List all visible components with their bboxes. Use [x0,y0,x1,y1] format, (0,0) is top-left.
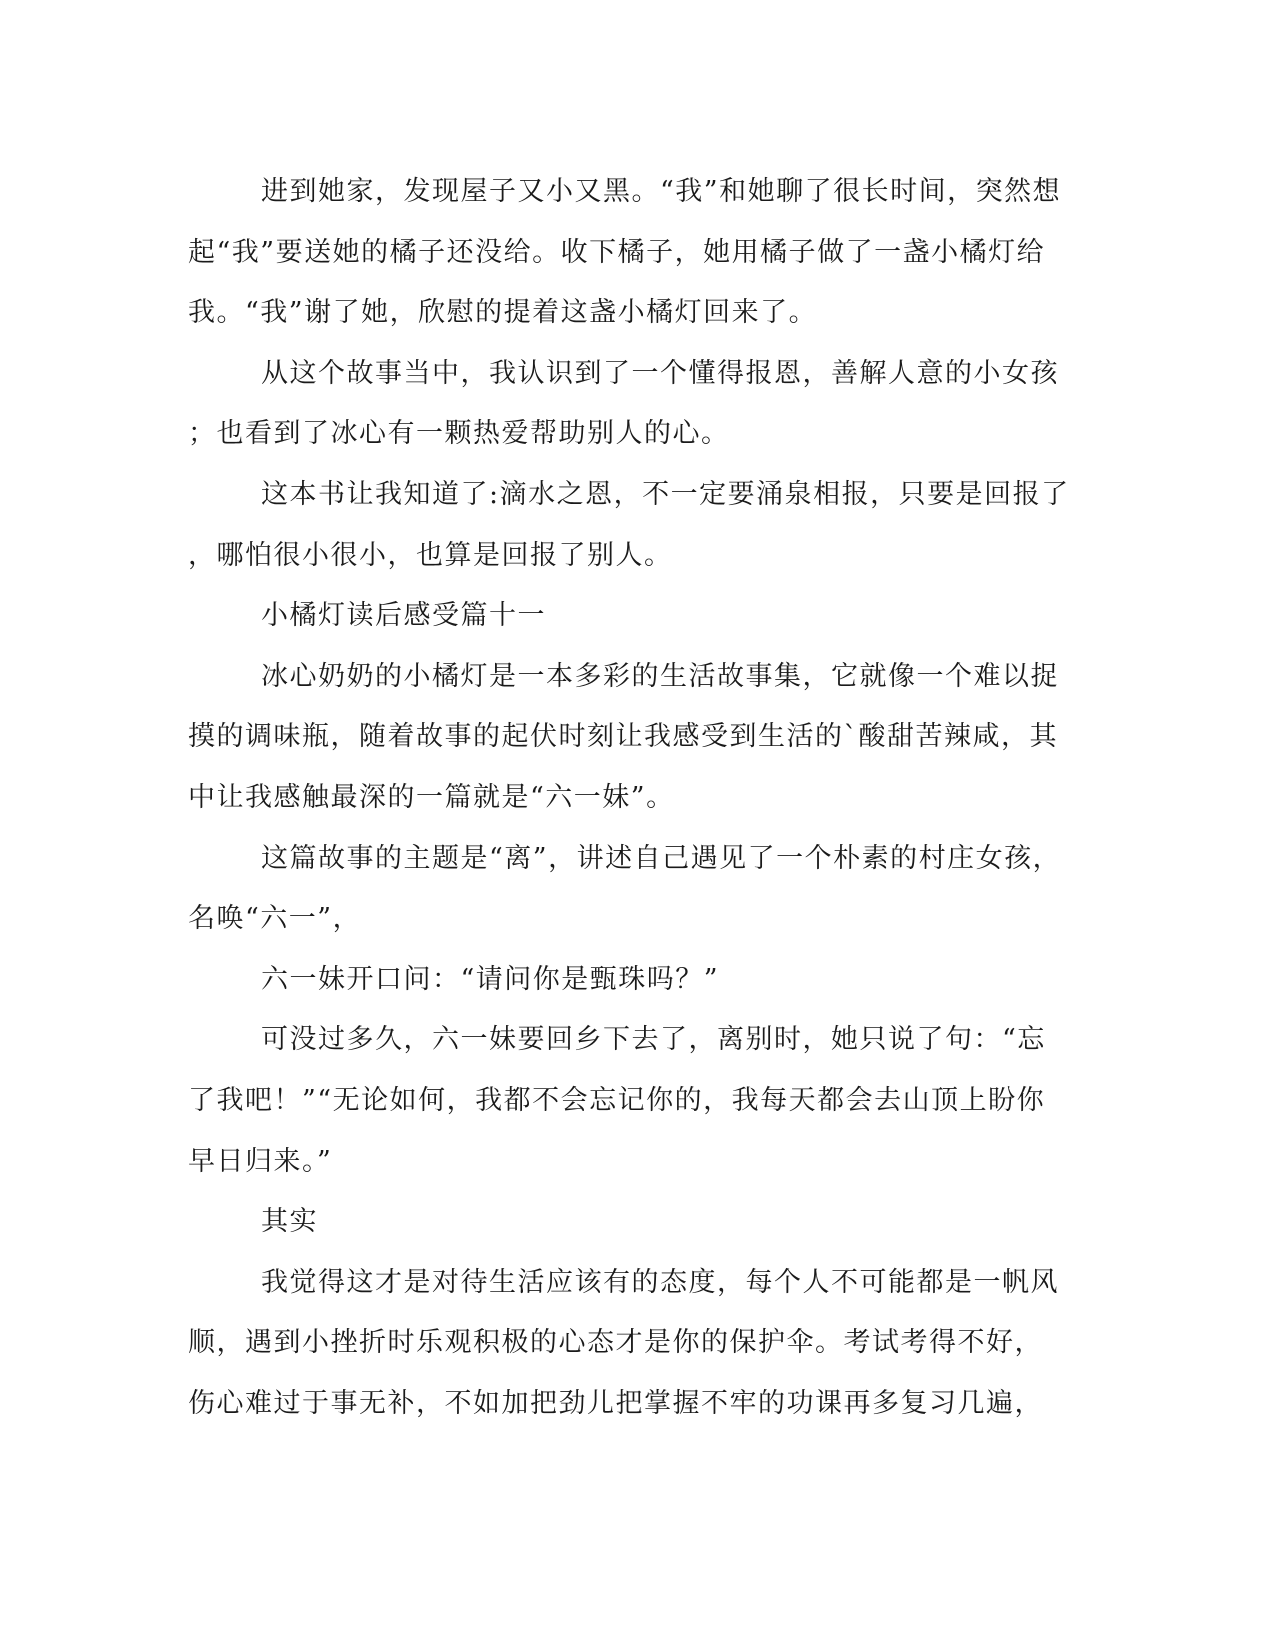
text-line: 起“我”要送她的橘子还没给。收下橘子，她用橘子做了一盏小橘灯给 [188,236,1046,268]
text-line: 其实 [261,1206,318,1238]
text-line: 中让我感触最深的一篇就是“六一妹”。 [188,781,675,813]
text-line: 早日归来。” [188,1145,333,1177]
text-line: 名唤“六一”， [188,903,362,935]
text-line: 六一妹开口问：“请问你是甄珠吗？” [261,963,720,995]
body-text [188,162,1068,1434]
text-line: 我觉得这才是对待生活应该有的态度，每个人不可能都是一帆风 [261,1266,1059,1298]
text-line: 顺，遇到小挫折时乐观积极的心态才是你的保护伞。考试考得不好， [188,1327,1043,1359]
text-line: 这篇故事的主题是“离”，讲述自己遇见了一个朴素的村庄女孩， [261,842,1062,874]
text-line: 进到她家，发现屋子又小又黑。“我”和她聊了很长时间，突然想 [261,176,1062,207]
text-line: 我。“我”谢了她，欣慰的提着这盏小橘灯回来了。 [188,297,818,329]
text-line: 伤心难过于事无补，不如加把劲儿把掌握不牢的功课再多复习几遍， [188,1387,1043,1419]
text-line: 摸的调味瓶，随着故事的起伏时刻让我感受到生活的`酸甜苦辣咸，其 [188,721,1058,753]
section-heading: 小橘灯读后感受篇十一 [261,600,546,632]
text-line: 冰心奶奶的小橘灯是一本多彩的生活故事集，它就像一个难以捉 [261,660,1059,692]
text-line: ，哪怕很小很小，也算是回报了别人。 [188,539,673,571]
text-line: 了我吧！”“无论如何，我都不会忘记你的，我每天都会去山顶上盼你 [188,1084,1046,1116]
text-line: 从这个故事当中，我认识到了一个懂得报恩，善解人意的小女孩 [261,357,1059,389]
text-line: 这本书让我知道了:滴水之恩，不一定要涌泉相报，只要是回报了 [261,478,1070,510]
text-line: 可没过多久，六一妹要回乡下去了，离别时，她只说了句：“忘 [261,1024,1046,1056]
text-line: ；也看到了冰心有一颗热爱帮助别人的心。 [188,418,730,450]
